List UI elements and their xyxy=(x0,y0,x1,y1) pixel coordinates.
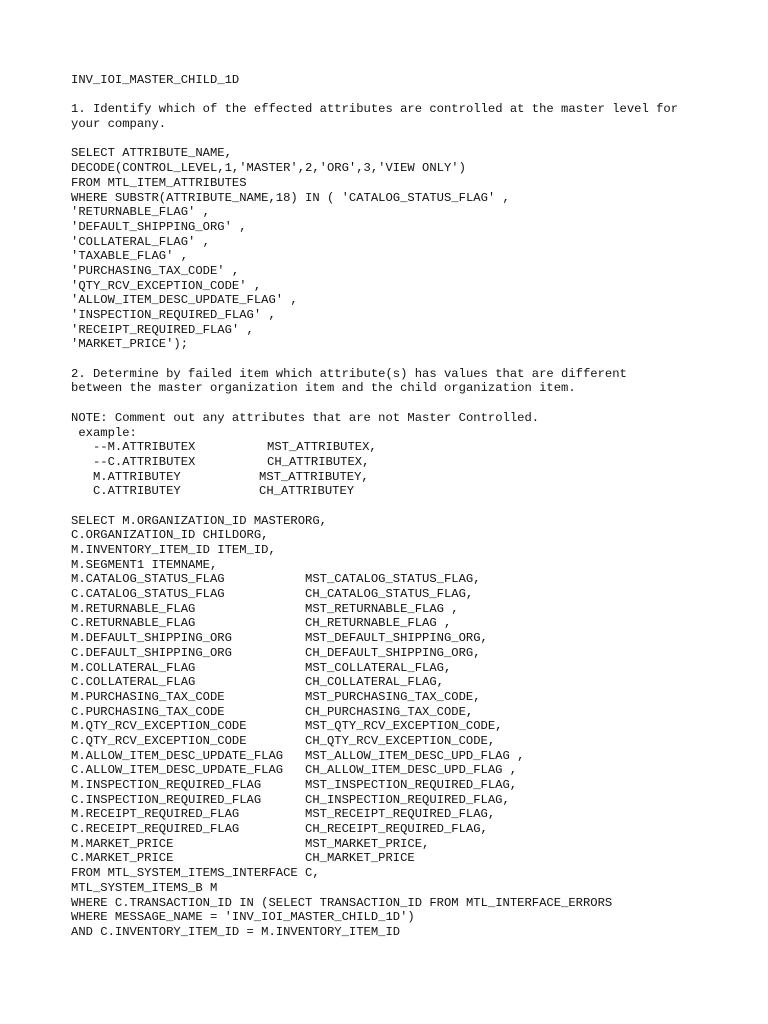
master-column: M.DEFAULT_SHIPPING_ORG xyxy=(71,631,232,646)
sql-line: 'ALLOW_ITEM_DESC_UPDATE_FLAG' , xyxy=(71,293,298,308)
master-column: M.INSPECTION_REQUIRED_FLAG xyxy=(71,778,262,792)
sql-line: 'RECEIPT_REQUIRED_FLAG' , xyxy=(71,322,254,337)
sql-column-row xyxy=(71,602,731,617)
child-column: C.QTY_RCV_EXCEPTION_CODE xyxy=(71,733,247,748)
sql-line: FROM MTL_ITEM_ATTRIBUTES xyxy=(71,175,247,190)
sql-line: 'TAXABLE_FLAG' , xyxy=(71,249,189,264)
step2-sql-query xyxy=(71,514,731,940)
step2-instruction xyxy=(71,367,731,396)
alias-column: CH_MARKET_PRICE xyxy=(305,851,415,866)
alias-column: MST_COLLATERAL_FLAG, xyxy=(305,660,452,675)
sql-column-row xyxy=(71,675,731,690)
example-left: M.ATTRIBUTEY xyxy=(71,469,181,484)
alias-column: MST_ALLOW_ITEM_DESC_UPD_FLAG , xyxy=(305,748,525,763)
alias-column: MST_DEFAULT_SHIPPING_ORG, xyxy=(305,631,488,646)
alias-column: CH_RECEIPT_REQUIRED_FLAG, xyxy=(305,822,488,837)
child-column: C.ALLOW_ITEM_DESC_UPDATE_FLAG xyxy=(71,763,284,778)
sql-column-row xyxy=(71,587,731,602)
sql-column-row xyxy=(71,851,731,866)
sql-column-row xyxy=(71,661,731,676)
step1-instruction xyxy=(71,102,731,131)
document-page xyxy=(71,73,731,940)
sql-column-row xyxy=(71,778,731,793)
spacer xyxy=(71,352,731,367)
alias-column: CH_QTY_RCV_EXCEPTION_CODE, xyxy=(305,733,496,748)
master-column: M.RECEIPT_REQUIRED_FLAG xyxy=(71,807,240,822)
sql-line: SELECT M.ORGANIZATION_ID MASTERORG, xyxy=(71,513,327,528)
example-left: --M.ATTRIBUTEX xyxy=(71,440,196,455)
sql-column-row xyxy=(71,646,731,661)
master-column: M.ALLOW_ITEM_DESC_UPDATE_FLAG xyxy=(71,748,284,763)
sql-line: AND C.INVENTORY_ITEM_ID = M.INVENTORY_ITEM_ID xyxy=(71,924,401,939)
sql-column-row xyxy=(71,807,731,822)
alias-column: CH_RETURNABLE_FLAG , xyxy=(305,616,452,631)
spacer xyxy=(71,396,731,411)
sql-line: 'RETURNABLE_FLAG' , xyxy=(71,205,210,220)
child-column: C.MARKET_PRICE xyxy=(71,851,174,866)
alias-column: MST_QTY_RCV_EXCEPTION_CODE, xyxy=(305,719,503,734)
master-column: M.COLLATERAL_FLAG xyxy=(71,660,196,675)
sql-line: 'INSPECTION_REQUIRED_FLAG' , xyxy=(71,308,276,322)
sql-column-row xyxy=(71,690,731,705)
master-column: M.QTY_RCV_EXCEPTION_CODE xyxy=(71,719,247,734)
note-line: NOTE: Comment out any attributes that are not Master Controlled. xyxy=(71,410,540,425)
child-column: C.INSPECTION_REQUIRED_FLAG xyxy=(71,792,262,807)
step1-text-line: 1. Identify which of the effected attributes are controlled at the master level for xyxy=(71,102,679,117)
sql-column-row xyxy=(71,572,731,587)
alias-column: CH_PURCHASING_TAX_CODE, xyxy=(305,704,474,719)
sql-column-row xyxy=(71,705,731,720)
master-column: M.RETURNABLE_FLAG xyxy=(71,601,196,616)
alias-column: CH_INSPECTION_REQUIRED_FLAG, xyxy=(305,792,510,807)
sql-line: SELECT ATTRIBUTE_NAME, xyxy=(71,146,232,161)
child-column: C.COLLATERAL_FLAG xyxy=(71,675,196,690)
child-column: C.RETURNABLE_FLAG xyxy=(71,616,196,631)
sql-column-row xyxy=(71,631,731,646)
master-column: M.PURCHASING_TAX_CODE xyxy=(71,689,225,704)
sql-line: WHERE C.TRANSACTION_ID IN (SELECT TRANSACTION_ID FROM MTL_INTERFACE_ERRORS xyxy=(71,895,613,910)
child-column: C.CATALOG_STATUS_FLAG xyxy=(71,587,225,602)
sql-column-row xyxy=(71,734,731,749)
sql-line: M.INVENTORY_ITEM_ID ITEM_ID, xyxy=(71,543,276,557)
example-right: MST_ATTRIBUTEY, xyxy=(259,469,369,484)
alias-column: CH_CATALOG_STATUS_FLAG, xyxy=(305,587,474,602)
sql-column-row xyxy=(71,719,731,734)
alias-column: MST_INSPECTION_REQUIRED_FLAG, xyxy=(305,778,518,792)
spacer xyxy=(71,88,731,103)
master-column: M.CATALOG_STATUS_FLAG xyxy=(71,572,225,587)
example-label: example: xyxy=(71,425,137,440)
sql-line: DECODE(CONTROL_LEVEL,1,'MASTER',2,'ORG',3,'VIEW ONLY') xyxy=(71,161,466,176)
sql-column-row xyxy=(71,749,731,764)
sql-line: 'QTY_RCV_EXCEPTION_CODE' , xyxy=(71,278,262,293)
alias-column: MST_RETURNABLE_FLAG , xyxy=(305,601,459,616)
example-left: --C.ATTRIBUTEX xyxy=(71,454,196,469)
example-row xyxy=(71,455,731,470)
example-row xyxy=(71,484,731,499)
sql-column-row xyxy=(71,793,731,808)
sql-line: WHERE MESSAGE_NAME = 'INV_IOI_MASTER_CHILD_1D') xyxy=(71,910,415,925)
sql-column-row xyxy=(71,822,731,837)
alias-column: MST_PURCHASING_TAX_CODE, xyxy=(305,689,481,704)
sql-line: 'MARKET_PRICE'); xyxy=(71,337,189,352)
example-right: CH_ATTRIBUTEY xyxy=(259,484,355,499)
sql-line: 'COLLATERAL_FLAG' , xyxy=(71,234,210,249)
alias-column: MST_RECEIPT_REQUIRED_FLAG, xyxy=(305,807,496,822)
spacer xyxy=(71,499,731,514)
step1-text-line: your company. xyxy=(71,117,167,132)
alias-column: CH_DEFAULT_SHIPPING_ORG, xyxy=(305,645,481,660)
sql-line: WHERE SUBSTR(ATTRIBUTE_NAME,18) IN ( 'CATALOG_STATUS_FLAG' , xyxy=(71,190,510,205)
example-left: C.ATTRIBUTEY xyxy=(71,484,181,499)
alias-column: MST_MARKET_PRICE, xyxy=(305,836,430,851)
document-title: INV_IOI_MASTER_CHILD_1D xyxy=(71,73,240,87)
master-column: M.MARKET_PRICE xyxy=(71,836,174,851)
example-block xyxy=(71,440,731,499)
example-right: MST_ATTRIBUTEX, xyxy=(267,440,377,455)
step2-text-line: between the master organization item and the child organization item. xyxy=(71,381,576,396)
sql-line: 'DEFAULT_SHIPPING_ORG' , xyxy=(71,219,247,234)
step2-text-line: 2. Determine by failed item which attribute(s) has values that are different xyxy=(71,366,627,381)
alias-column: MST_CATALOG_STATUS_FLAG, xyxy=(305,572,481,587)
example-row xyxy=(71,470,731,485)
child-column: C.DEFAULT_SHIPPING_ORG xyxy=(71,645,232,660)
alias-column: CH_COLLATERAL_FLAG, xyxy=(305,675,444,690)
sql-line: M.SEGMENT1 ITEMNAME, xyxy=(71,557,218,572)
alias-column: CH_ALLOW_ITEM_DESC_UPD_FLAG , xyxy=(305,763,518,778)
child-column: C.PURCHASING_TAX_CODE xyxy=(71,704,225,719)
sql-column-row xyxy=(71,763,731,778)
sql-line: MTL_SYSTEM_ITEMS_B M xyxy=(71,880,218,895)
sql-line: C.ORGANIZATION_ID CHILDORG, xyxy=(71,528,269,543)
step1-sql-query xyxy=(71,146,731,352)
spacer xyxy=(71,132,731,147)
sql-column-row xyxy=(71,616,731,631)
sql-line: FROM MTL_SYSTEM_ITEMS_INTERFACE C, xyxy=(71,866,320,881)
example-right: CH_ATTRIBUTEX, xyxy=(267,454,370,469)
example-row xyxy=(71,440,731,455)
sql-column-row xyxy=(71,837,731,852)
child-column: C.RECEIPT_REQUIRED_FLAG xyxy=(71,822,240,837)
sql-line: 'PURCHASING_TAX_CODE' , xyxy=(71,263,240,278)
